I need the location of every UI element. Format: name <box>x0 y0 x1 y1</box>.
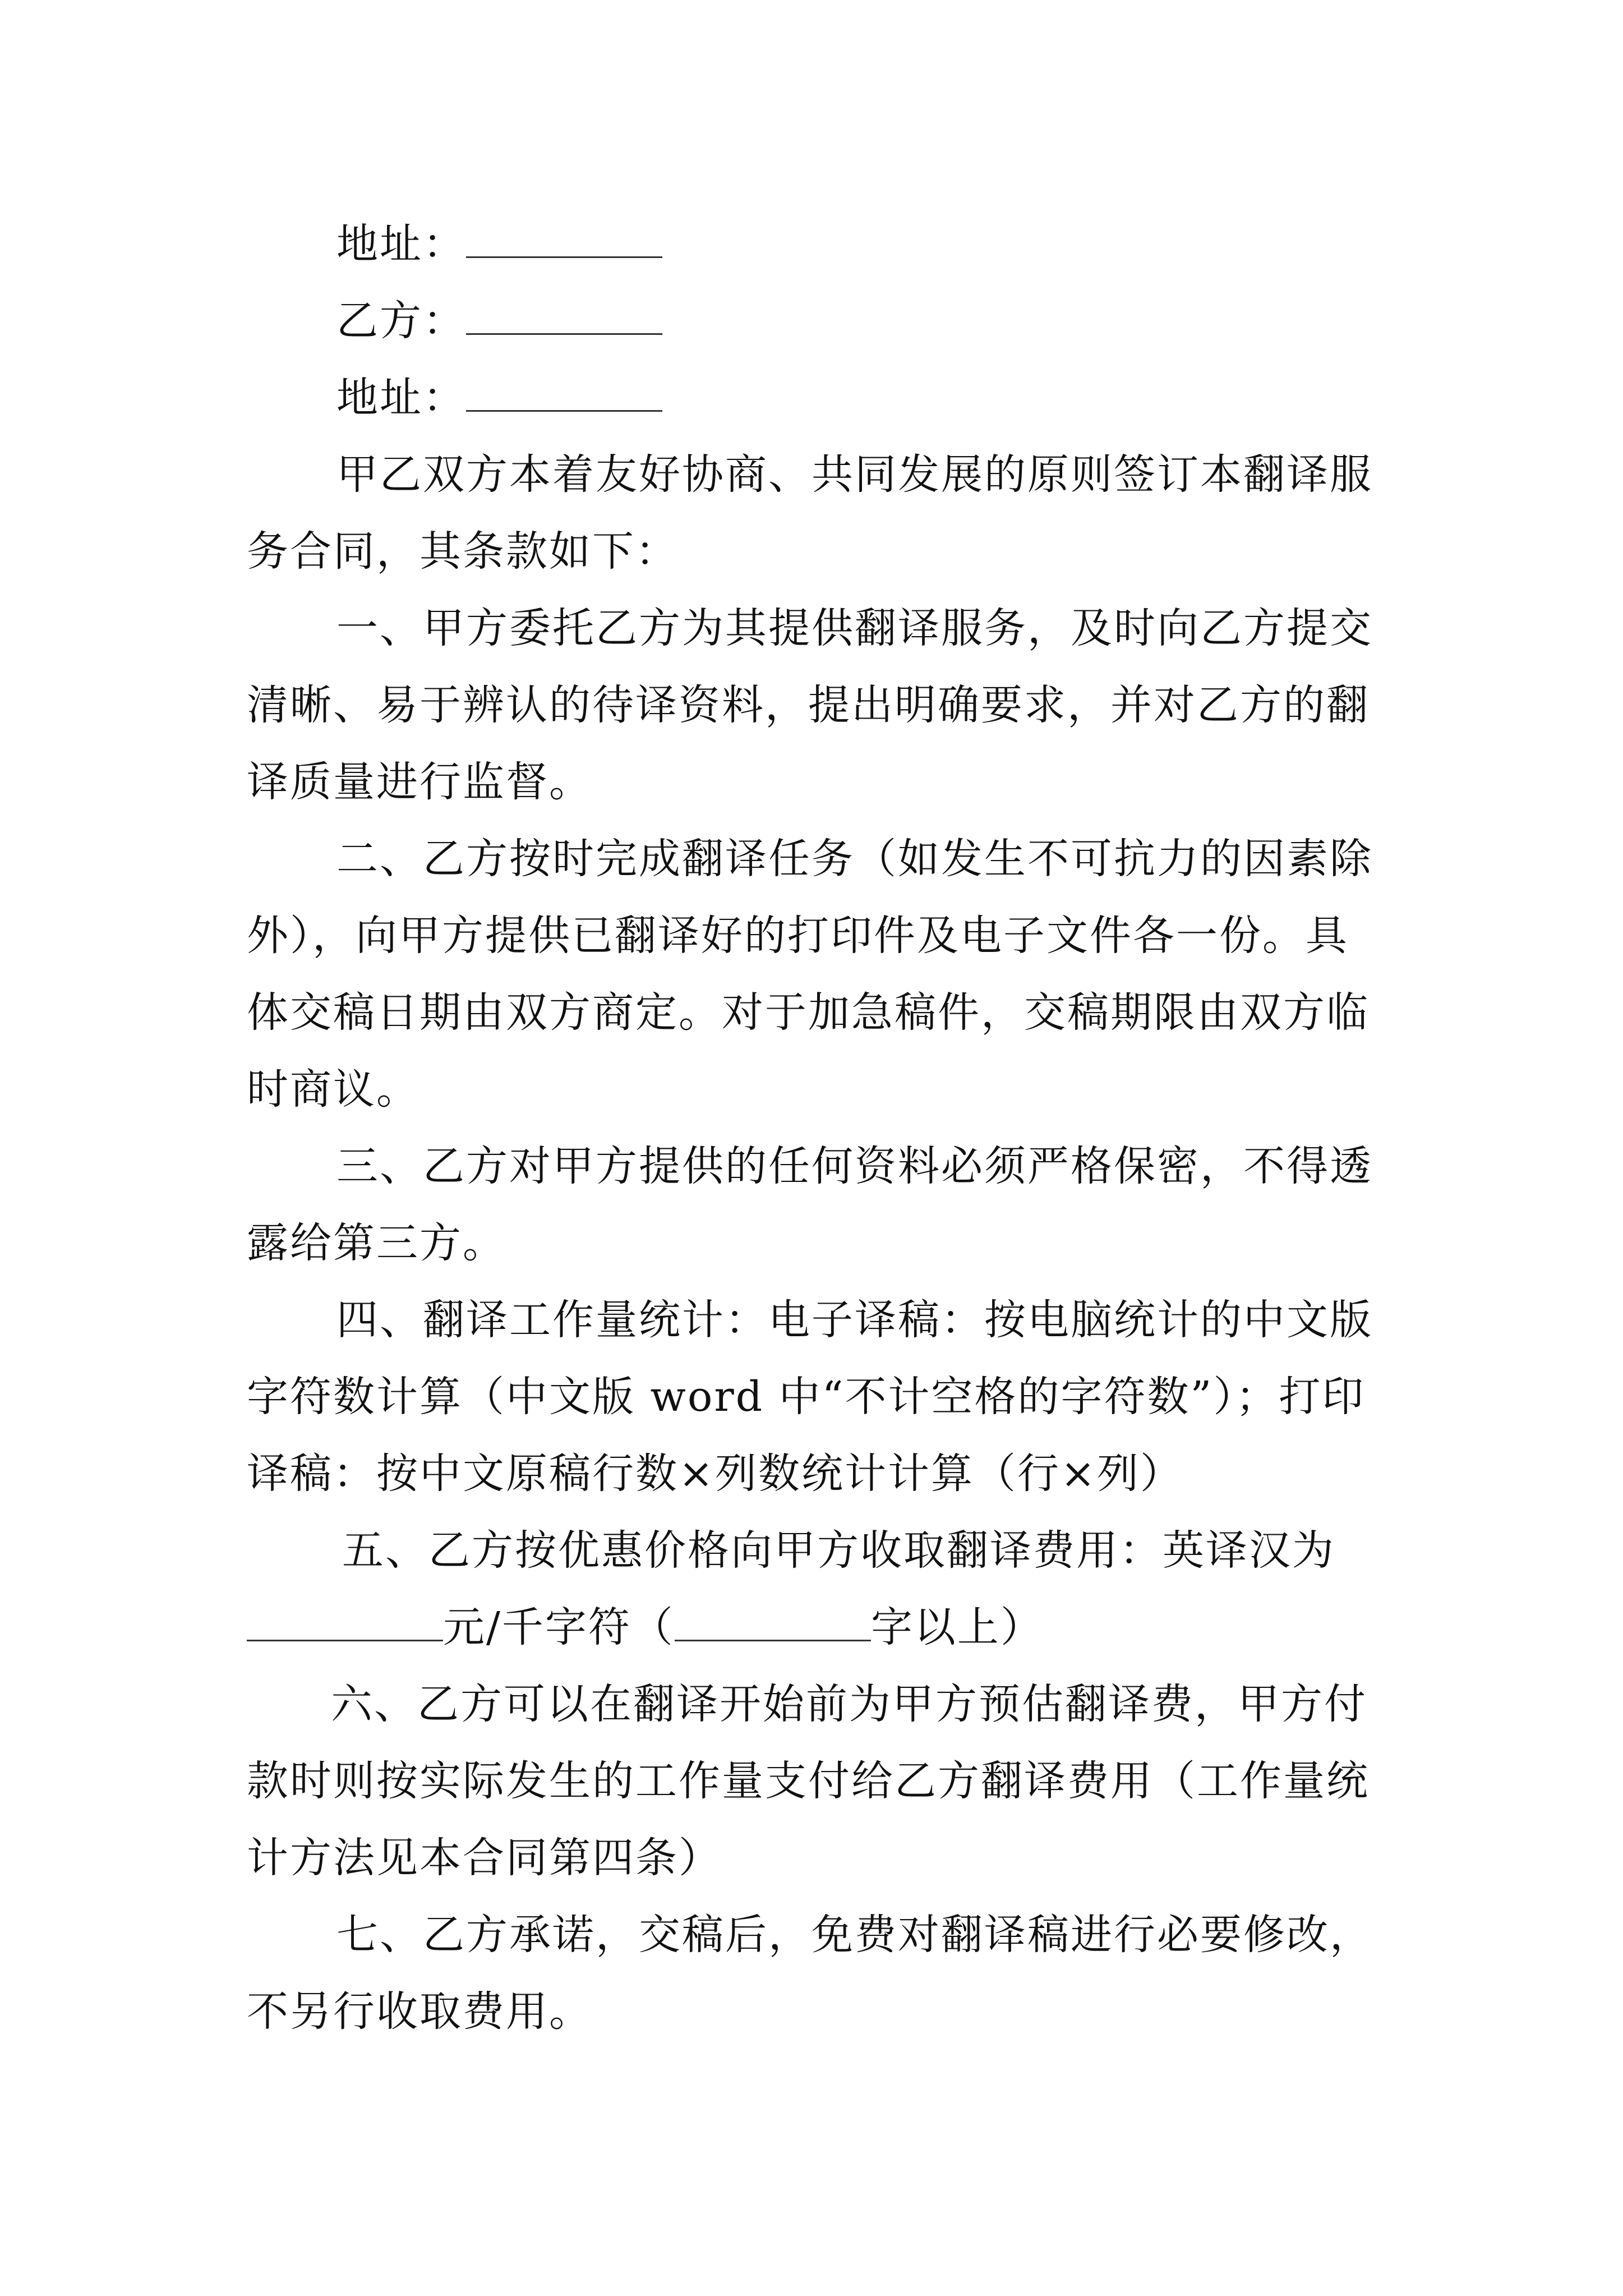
clause-7-line-2: 不另行收取费用。 <box>247 1987 592 2036</box>
clause-5-line-2 <box>247 1599 1044 1655</box>
threshold-blank[interactable] <box>675 1605 871 1641</box>
address-blank[interactable] <box>466 222 662 258</box>
clause-1-line-2: 清晰、易于辨认的待译资料，提出明确要求，并对乙方的翻 <box>247 681 1370 729</box>
clause-4-line-3: 译稿：按中文原稿行数×列数统计计算（行×列） <box>247 1450 1184 1498</box>
party-b-label: 乙方： <box>336 297 466 345</box>
clause-6-line-1: 六、乙方可以在翻译开始前为甲方预估翻译费，甲方付 <box>331 1680 1367 1728</box>
address-label: 地址： <box>336 220 466 268</box>
address-blank[interactable] <box>466 375 662 412</box>
clause-4-line-2: 字符数计算（中文版 word 中“不计空格的字符数”）；打印 <box>247 1373 1366 1421</box>
party-b-blank[interactable] <box>466 298 662 335</box>
clause-4-line-1: 四、翻译工作量统计：电子译稿：按电脑统计的中文版 <box>336 1296 1373 1344</box>
address-line-1 <box>336 216 662 272</box>
address-label: 地址： <box>336 374 466 422</box>
address-line-2 <box>336 370 662 426</box>
clause-5-line-1: 五、乙方按优惠价格向甲方收取翻译费用：英译汉为 <box>342 1526 1335 1575</box>
price-blank[interactable] <box>247 1605 443 1641</box>
clause-3-line-2: 露给第三方。 <box>247 1219 506 1267</box>
clause-2-line-3: 体交稿日期由双方商定。对于加急稿件，交稿期限由双方临 <box>247 988 1370 1037</box>
preamble-line-2: 务合同，其条款如下： <box>247 527 679 576</box>
preamble-line-1: 甲乙双方本着友好协商、共同发展的原则签订本翻译服 <box>336 450 1373 499</box>
clause-6-line-2: 款时则按实际发生的工作量支付给乙方翻译费用（工作量统 <box>247 1757 1370 1805</box>
price-unit-text: 元/千字符（ <box>443 1603 675 1651</box>
clause-6-line-3: 计方法见本合同第四条） <box>247 1834 722 1882</box>
clause-1-line-1: 一、甲方委托乙方为其提供翻译服务，及时向乙方提交 <box>336 604 1373 652</box>
threshold-text: 字以上） <box>870 1603 1044 1651</box>
clause-3-line-1: 三、乙方对甲方提供的任何资料必须严格保密，不得透 <box>336 1142 1373 1190</box>
clause-2-line-2: 外），向甲方提供已翻译好的打印件及电子文件各一份。具 <box>247 912 1349 960</box>
clause-7-line-1: 七、乙方承诺，交稿后，免费对翻译稿进行必要修改， <box>336 1911 1373 1959</box>
party-b-line <box>336 293 662 349</box>
clause-2-line-4: 时商议。 <box>247 1065 419 1114</box>
clause-2-line-1: 二、乙方按时完成翻译任务（如发生不可抗力的因素除 <box>336 835 1373 883</box>
clause-1-line-3: 译质量进行监督。 <box>247 758 592 806</box>
